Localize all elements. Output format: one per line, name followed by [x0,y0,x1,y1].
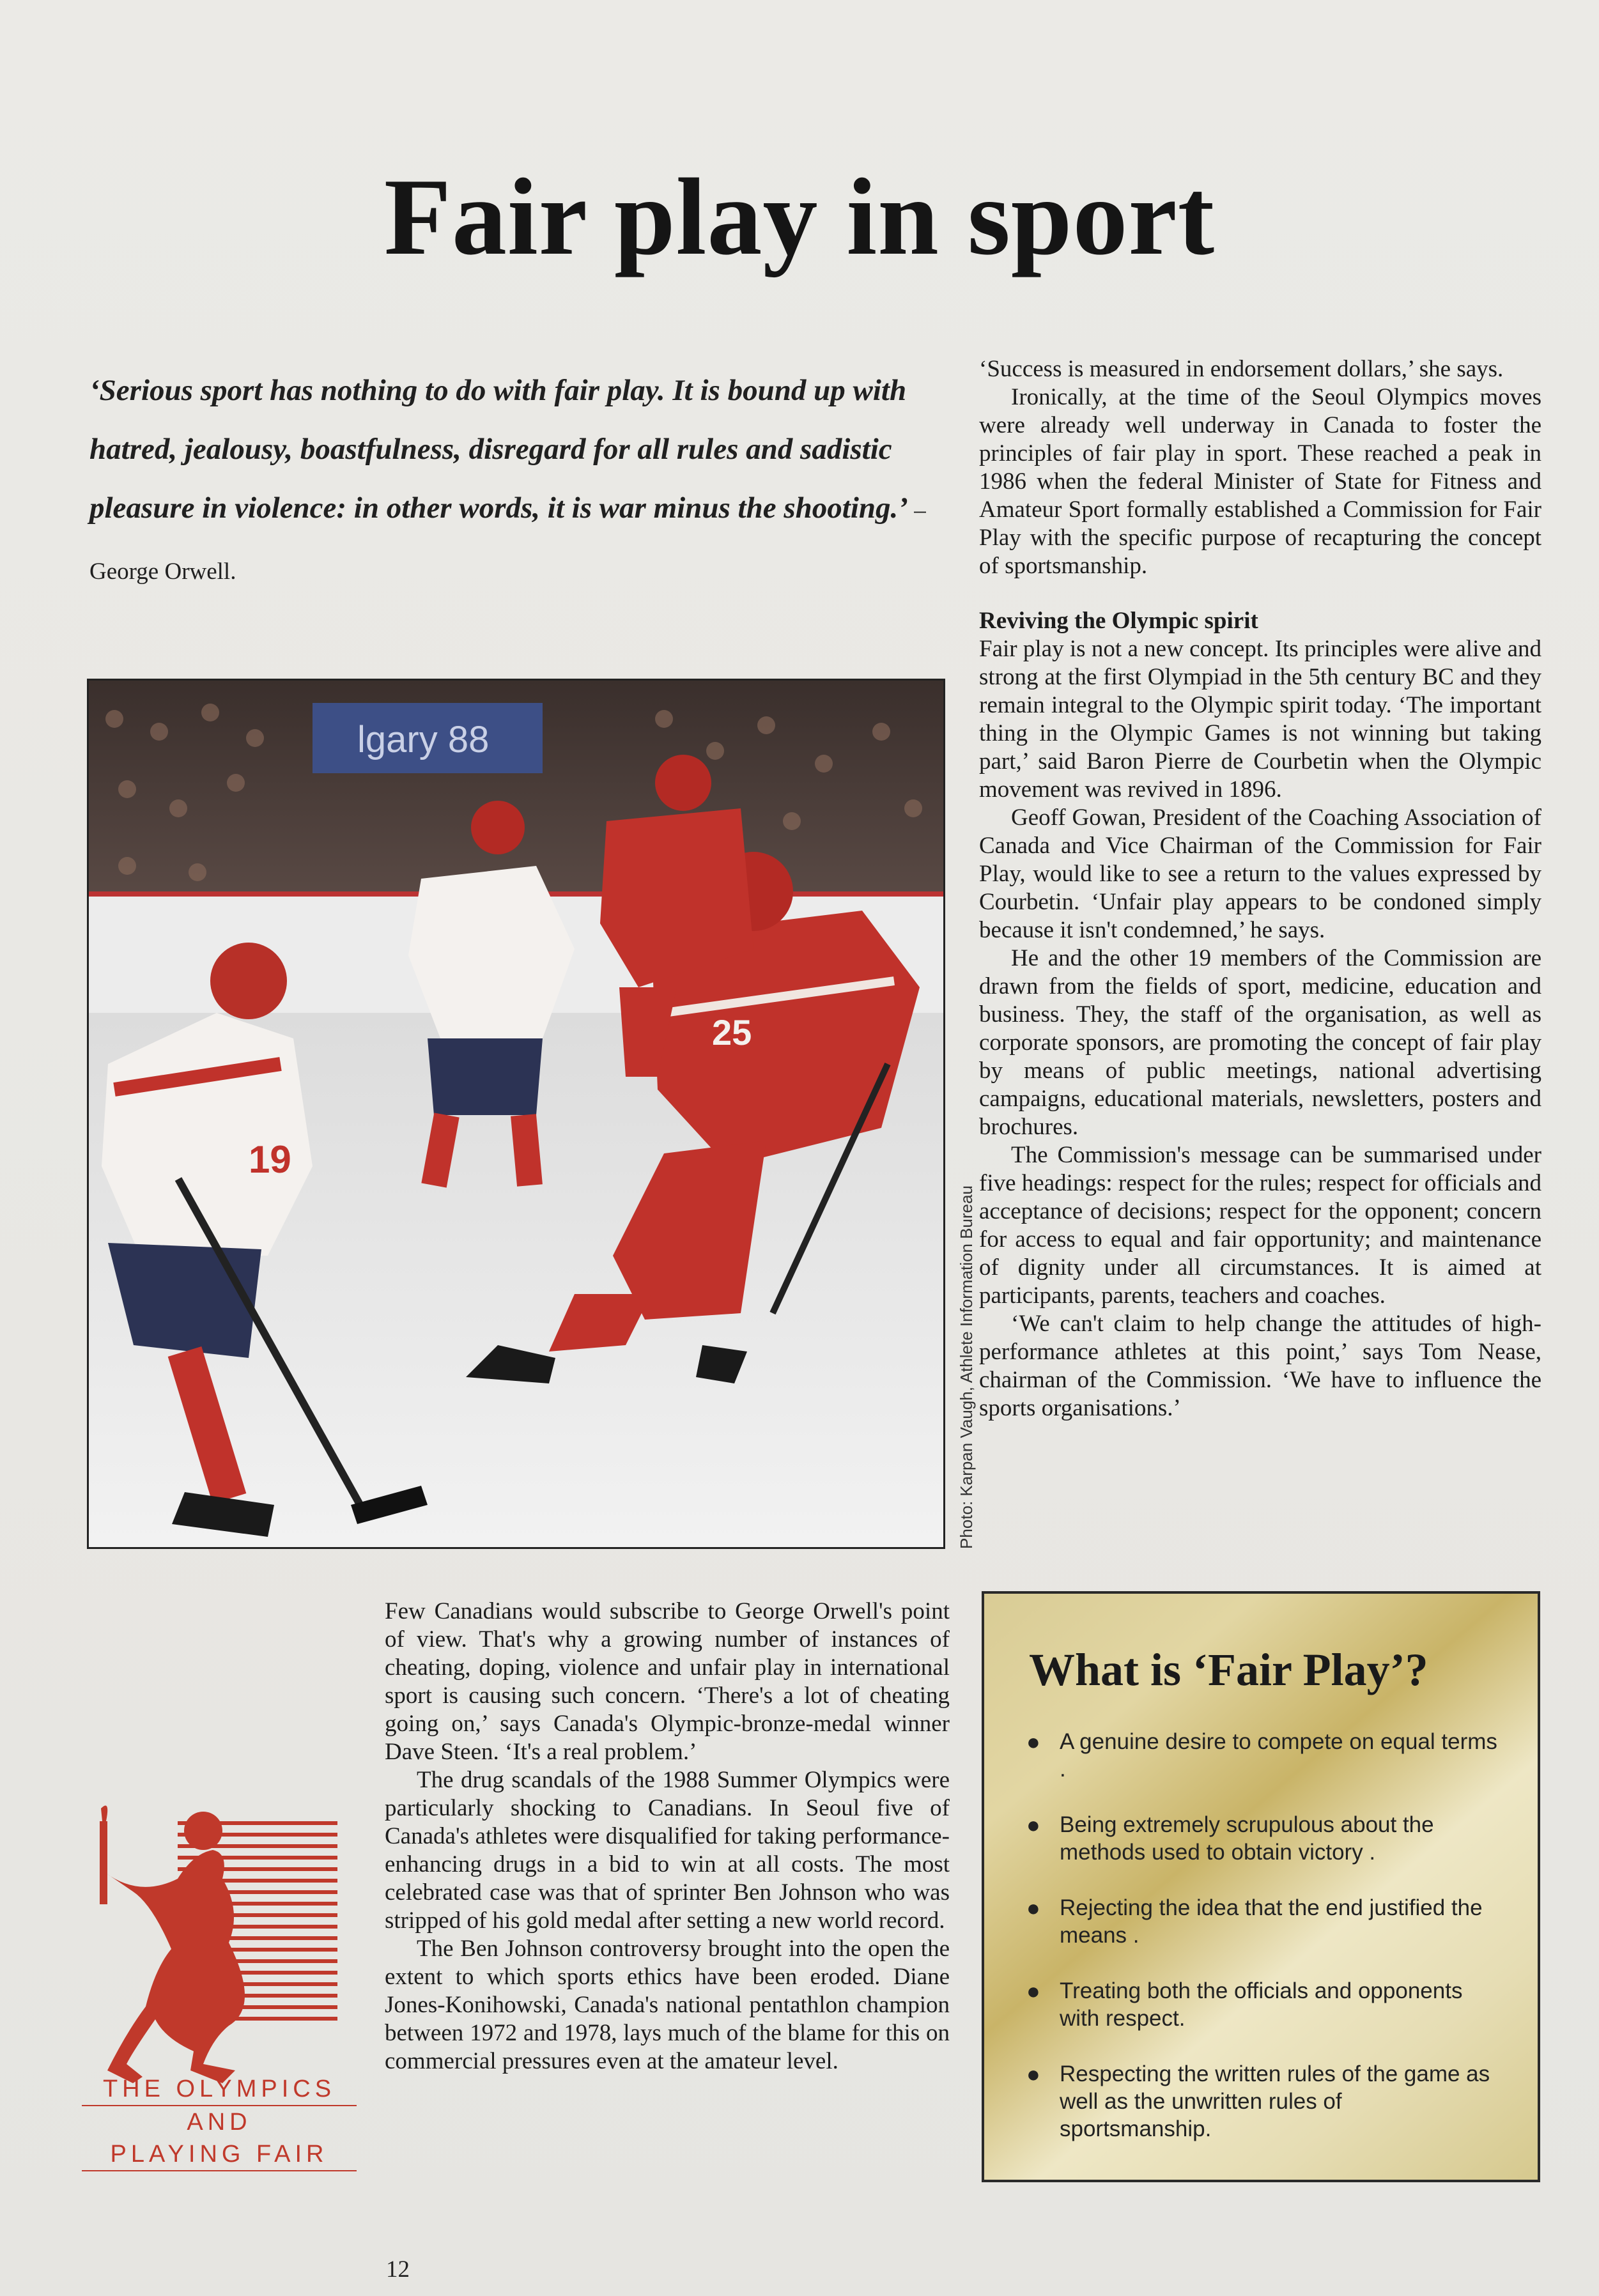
bullet-icon: ● [1026,1895,1040,1921]
sidebar-list-item [1026,1811,1499,1866]
calgary-banner-text: lgary 88 [357,719,490,760]
logo-line-2: AND [187,2109,252,2136]
logo-line-3: PLAYING FAIR [82,2138,357,2171]
photo-credit: Photo: Karpan Vaugh, Athlete Information Bureau [957,1185,976,1549]
sidebar-list-item [1026,2060,1499,2143]
hockey-photo [87,679,945,1549]
right-body-paragraph: Geoff Gowan, President of the Coaching Association of Canada and Vice Chairman of the Commission for Fair Play, would like to see a return to the values expressed by Courbetin. ‘Unfair play appears to be condoned simply because it isn't condemned,’ he says. [979,805,1541,943]
orwell-quote [89,361,939,601]
sidebar-list-item [1026,1977,1499,2032]
fair-play-sidebar [982,1591,1540,2182]
bullet-icon: ● [1026,1812,1040,1838]
right-intro-paragraph: Ironically, at the time of the Seoul Olympics moves were already well underway in Canada to foster the principles of fair play in sport. These reached a peak in 1986 when the federal Minister of State for Fitness and Amateur Sport formally established a Commission for Fair Play with the specific purpose of recapturing the concept of sportsmanship. [979,384,1541,579]
right-body-paragraph: Fair play is not a new concept. Its principles were alive and strong at the first Olympiad in the 5th century BC and they remain integral to the Olympic spirit today. ‘The important thing in the Olympic Games is not winning but taking part,’ said Baron Pierre de Courbetin when the Olympic movement was revived in 1896. [979,636,1541,803]
quote-text: ‘Serious sport has nothing to do with fair play. It is bound up with hatred, jealousy, boastfulness, disregard for all rules and sadistic pleasure in violence: in other words, it is war minus the shooting.’ [89,374,908,525]
sidebar-list-item [1026,1728,1499,1783]
left-column [385,1598,950,2076]
olympics-logo-caption [82,2073,357,2171]
right-body-paragraph: ‘We can't claim to help change the attitudes of high-performance athletes at this point,’ says Tom Nease, chairman of the Commission. ‘We have to influence the sports organisations.’ [979,1311,1541,1421]
sidebar-item-text: Treating both the officials and opponents with respect. [1060,1978,1463,2031]
quote-attribution: – George Orwell. [89,497,926,585]
jersey-number-19: 19 [249,1138,291,1181]
page-title: Fair play in sport [383,157,1216,278]
left-paragraph: The Ben Johnson controversy brought into the open the extent to which sports ethics have been eroded. Diane Jones-Konihowski, Canada's national pentathlon champion between 1972 and 1978, lays much of the blame for this on commercial pressures even at the amateur level. [385,1936,950,2074]
bullet-icon: ● [1026,1729,1040,1755]
jersey-number-25: 25 [712,1012,752,1052]
sidebar-title: What is ‘Fair Play’? [1029,1644,1428,1695]
sidebar-list-item [1026,1894,1499,1949]
hockey-illustration [89,681,943,1547]
sidebar-item-text: Respecting the written rules of the game as well as the unwritten rules of sportsmanship. [1060,2061,1490,2141]
right-intro-paragraph: ‘Success is measured in endorsement dollars,’ she says. [979,356,1504,382]
right-column [979,355,1541,1422]
left-paragraph: Few Canadians would subscribe to George Orwell's point of view. That's why a growing number of instances of cheating, doping, violence and unfair play in international sport is causing such concern. ‘There's a lot of cheating going on,’ says Canada's Olympic-bronze-medal winner Dave Steen. ‘It's a real problem.’ [385,1598,950,1765]
bullet-icon: ● [1026,1978,1040,2004]
bullet-icon: ● [1026,2061,1040,2087]
page-number: 12 [386,2256,410,2283]
left-paragraph: The drug scandals of the 1988 Summer Olympics were particularly shocking to Canadians. In Seoul five of Canada's athletes were disqualified for taking performance-enhancing drugs in a bid to win at all costs. The most celebrated case was that of sprinter Ben Johnson who was stripped of his gold medal after setting a new world record. [385,1767,950,1934]
right-body-paragraph: He and the other 19 members of the Commission are drawn from the fields of sport, medicine, education and business. They, the staff of the organisation, as well as corporate sponsors, are promoting the concept of fair play by means of public meetings, national advertising campaigns, educational materials, newsletters, posters and brochures. [979,945,1541,1140]
sidebar-item-text: Rejecting the idea that the end justified the means . [1060,1895,1483,1948]
right-body-paragraph: The Commission's message can be summarised under five headings: respect for the rules; respect for officials and acceptance of decisions; respect for the opponent; concern for access to equal and fair opportunity; and maintenance of dignity under all circumstances. It is aimed at participants, parents, teachers and coaches. [979,1142,1541,1309]
logo-line-1: THE OLYMPICS [82,2073,357,2106]
section-subheading: Reviving the Olympic spirit [979,608,1258,634]
sidebar-list [1026,1728,1499,2171]
sidebar-item-text: Being extremely scrupulous about the methods used to obtain victory . [1060,1812,1434,1865]
sidebar-item-text: A genuine desire to compete on equal terms . [1060,1729,1497,1782]
